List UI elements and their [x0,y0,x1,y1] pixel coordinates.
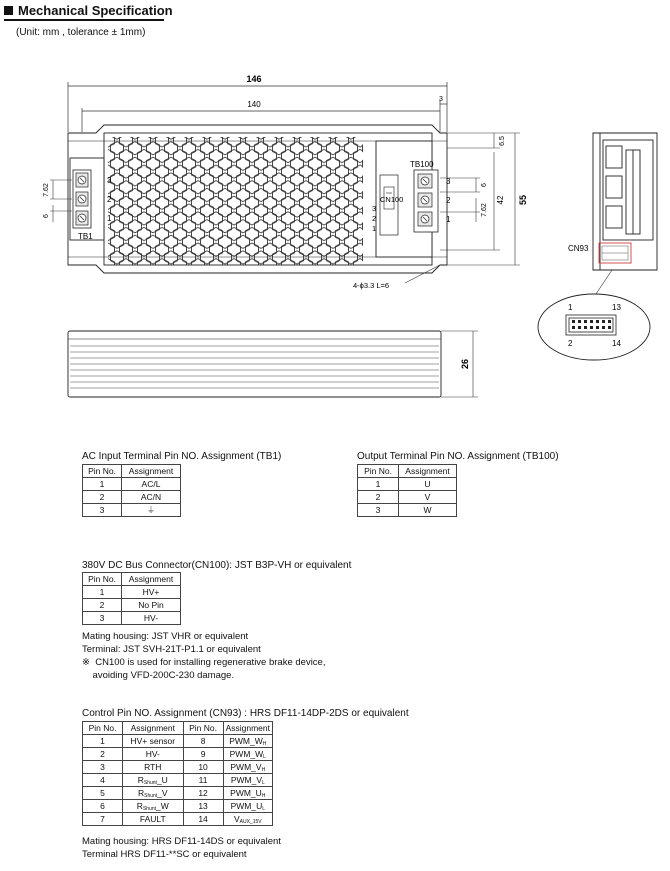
assign-cell: U [399,478,457,491]
pin-cell: 8 [183,735,223,748]
hole-leader [405,265,440,283]
dim-146: 146 [246,74,262,84]
dim-7-62-left: 7.62 [43,183,50,197]
dim-3: 3 [439,96,443,103]
connector-zoom [566,315,616,335]
tb1-table [82,464,181,517]
tb100-table [357,464,457,517]
ground-symbol: ⏚ [122,504,181,517]
pin-cell: 1 [83,478,122,491]
assign-cell: $R_{Shunt}\_V$ [123,787,184,800]
assign-cell: $PWM\_U_H$ [223,787,272,800]
pin-cell: 3 [83,761,123,774]
note-line: Mating housing: HRS DF11-14DS or equivalent [82,836,281,847]
cn100-pin-1: 1 [372,224,377,233]
assign-cell: $R_{Shunt}\_U$ [123,774,184,787]
table-header-row [358,465,457,478]
pin-cell: 2 [83,599,122,612]
col-pin-no: Pin No. [83,722,123,735]
cn100-pin-2: 2 [372,214,377,223]
cn93-label: CN93 [568,244,589,253]
tb100-label: TB100 [410,160,434,169]
table-row [83,748,273,761]
cn100-pin-3: 3 [372,204,377,213]
pin-cell: 4 [83,774,123,787]
dim-7-62-right: 7.62 [481,203,488,217]
pin-cell: 2 [83,748,123,761]
tb1-label: TB1 [78,232,93,241]
col-pin-no: Pin No. [83,465,122,478]
assign-cell: $V_{AUX\_15V}$ [223,813,272,826]
assign-cell: AC/L [122,478,181,491]
cn93-caption: Control Pin NO. Assignment (CN93) : HRS DF11-14DP-2DS or equivalent [82,708,409,719]
dim-140: 140 [247,100,261,109]
tb1-caption: AC Input Terminal Pin NO. Assignment (TB1) [82,451,282,462]
assign-cell: W [399,504,457,517]
connector-pin-1: 1 [568,303,573,312]
tb1-pin-3: 3 [107,176,112,185]
dim-55: 55 [518,194,528,206]
assign-cell: $PWM\_W_L$ [223,748,272,761]
cn100-notes [82,630,325,682]
section-title-text: Mechanical Specification [18,3,173,18]
assign-cell: HV+ sensor [123,735,184,748]
col-pin-no: Pin No. [83,573,122,586]
assign-cell: HV- [122,612,181,625]
unit-note: (Unit: mm , tolerance ± 1mm) [16,27,146,38]
pin-cell: 12 [183,787,223,800]
mechanical-drawing [0,0,670,420]
connector-pin-13: 13 [612,303,621,312]
table-row [83,813,273,826]
assign-cell: AC/N [122,491,181,504]
table-row [83,612,181,625]
note-line: Terminal HRS DF11-**SC or equivalent [82,849,247,860]
table-row [358,504,457,517]
tb100-pin-1: 1 [446,215,451,224]
table-row [83,491,181,504]
pin-cell: 2 [83,491,122,504]
dim-42: 42 [496,195,505,205]
col-pin-no: Pin No. [358,465,399,478]
note-line: avoiding VFD-200C-230 damage. [82,670,235,681]
pin-cell: 6 [83,800,123,813]
cn100-caption: 380V DC Bus Connector(CN100): JST B3P-VH or equivalent [82,560,352,571]
connector-pin-2: 2 [568,339,573,348]
vent-honeycomb [108,137,363,265]
tb1-left-dimensions [50,180,72,222]
pin-cell: 5 [83,787,123,800]
note-line: Terminal: JST SVH-21T-P1.1 or equivalent [82,644,261,655]
pin-cell: 1 [83,735,123,748]
tb100-pin-3: 3 [446,177,451,186]
assign-cell: RTH [123,761,184,774]
table-row [83,787,273,800]
dim-26: 26 [460,358,470,370]
pin-cell: 14 [183,813,223,826]
pin-cell: 1 [358,478,399,491]
table-header-row [83,465,181,478]
pin-cell: 1 [83,586,122,599]
pin-cell: 2 [358,491,399,504]
assign-cell: V [399,491,457,504]
pin-cell: 3 [83,612,122,625]
pin-cell: 13 [183,800,223,813]
tb100-caption: Output Terminal Pin NO. Assignment (TB100) [357,451,559,462]
table-row [83,478,181,491]
pin-cell: 11 [183,774,223,787]
right-dimensions [440,133,520,265]
table-row [83,735,273,748]
col-assignment: Assignment [122,465,181,478]
note-line: Mating housing: JST VHR or equivalent [82,631,249,642]
tb1-pin-2: 2 [107,195,112,204]
tb1-terminal-block [70,158,104,240]
pin-cell: 3 [83,504,122,517]
cn93-table [82,721,273,826]
cn93-notes [82,835,281,861]
cn93-pins-side [602,246,628,260]
assign-cell: HV+ [122,586,181,599]
table-row [83,599,181,612]
pin-cell: 3 [358,504,399,517]
dim-6-right: 6 [481,183,488,187]
cn100-table [82,572,181,625]
col-pin-no-2: Pin No. [183,722,223,735]
table-row [83,504,181,517]
table-header-row [83,722,273,735]
connector-pin-14: 14 [612,339,621,348]
col-assignment: Assignment [123,722,184,735]
pin-cell: 7 [83,813,123,826]
col-assignment-2: Assignment [223,722,272,735]
assign-cell: $PWM\_U_L$ [223,800,272,813]
table-row [83,761,273,774]
note-line: ※ CN100 is used for installing regenerative brake device, [82,657,326,668]
heatsink-fins [70,346,439,388]
pin-cell: 10 [183,761,223,774]
cn100-label: CN100 [380,195,404,204]
assign-cell: $PWM\_V_L$ [223,774,272,787]
assign-cell: HV- [123,748,184,761]
assign-cell: No Pin [122,599,181,612]
hole-note: 4-ϕ3.3 L=6 [353,281,390,290]
table-row [358,478,457,491]
table-row [83,774,273,787]
table-header-row [83,573,181,586]
table-row [83,586,181,599]
pin-cell: 9 [183,748,223,761]
assign-cell: $R_{Shunt}\_W$ [123,800,184,813]
table-row [358,491,457,504]
assign-cell: $PWM\_V_H$ [223,761,272,774]
dim-6-5: 6.5 [499,136,506,146]
assign-cell: $PWM\_W_H$ [223,735,272,748]
tb100-pin-2: 2 [446,196,451,205]
col-assignment: Assignment [122,573,181,586]
dim-6-left: 6 [43,214,50,218]
assign-cell: FAULT [123,813,184,826]
tb1-pin-1: 1 [107,214,112,223]
col-assignment: Assignment [399,465,457,478]
table-row [83,800,273,813]
